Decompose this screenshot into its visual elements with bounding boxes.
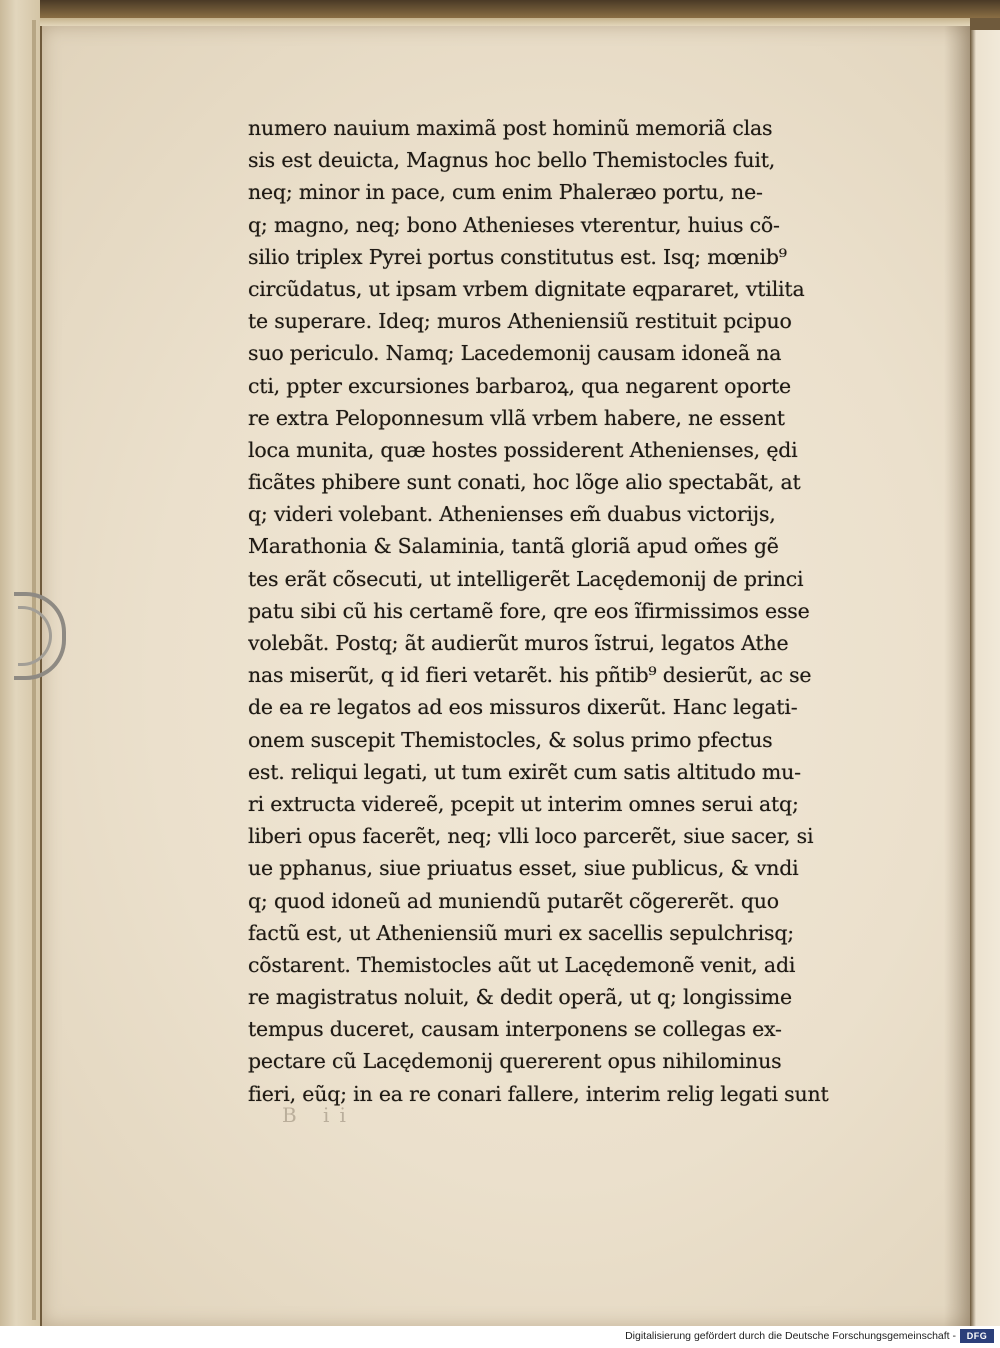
funding-credit: Digitalisierung gefördert durch die Deutsche Forschungsgemeinschaft - [625,1330,956,1342]
text-line: tes erãt cõsecuti, ut intelligerẽt Lacędemonij de princi [248,566,804,591]
text-line: de ea re legatos ad eos missuros dixerũt. Hanc legati- [248,695,798,720]
text-line: q; videri volebant. Athenienses em̃ duabus victorijs, [248,502,776,527]
footer-bar [0,1326,1000,1348]
text-line: sis est deuicta, Magnus hoc bello Themistocles fuit, [248,148,776,173]
text-line: onem suscepit Themistocles, & solus primo pfectus [248,727,773,752]
text-line: silio triplex Pyrei portus constitutus est. Isq; mœnib⁹ [248,244,787,269]
printed-text-block [248,112,873,1110]
text-line: numero nauium maximã post hominũ memoriã clas [248,116,773,140]
text-line: nas miserũt, q id fieri vetarẽt. his pñtib⁹ desierũt, ac se [248,663,812,688]
facing-page-edge [970,30,1000,1326]
text-line: re magistratus noluit, & dedit operã, ut q; longissime [248,985,792,1010]
text-line: factũ est, ut Atheniensiũ muri ex sacellis sepulchrisq; [248,920,794,945]
text-line: circũdatus, ut ipsam vrbem dignitate eqpararet, vtilita [248,276,805,301]
text-line: patu sibi cũ his certamẽ fore, qre eos ĩfirmissimos esse [248,598,810,623]
text-line: tempus duceret, causam interponens se collegas ex- [248,1017,782,1042]
text-line: cõstarent. Themistocles aũt ut Lacędemonẽ venit, adi [248,952,796,977]
text-line: neq; minor in pace, cum enim Phaleræo portu, ne- [248,180,763,205]
text-line: ficãtes phibere sunt conati, hoc lõge alio spectabãt, at [248,470,801,495]
text-line: ri extructa videreẽ, pcepit ut interim omnes serui atq; [248,791,799,816]
text-line: cti, ppter excursiones barbaroꝝ, qua negarent oporte [248,373,791,398]
book-top-edge [0,0,1000,18]
text-line: pectare cũ Lacędemonij quererent opus nihilominus [248,1049,782,1074]
text-line: loca munita, quæ hostes possiderent Athenienses, ędi [248,437,798,462]
dfg-logo: DFG [960,1329,994,1343]
text-line: volebãt. Postq; ãt audierũt muros ĩstrui, legatos Athe [248,631,789,655]
text-line: te superare. Ideq; muros Atheniensiũ restituit pcipuo [248,309,792,334]
text-line: suo periculo. Namq; Lacedemonij causam idoneã na [248,341,782,366]
text-line: liberi opus facerẽt, neq; vlli loco parcerẽt, siue sacer, si [248,824,814,849]
text-line: q; quod idoneũ ad muniendũ putarẽt cõgererẽt. quo [248,888,779,913]
text-line: re extra Peloponnesum vllã vrbem habere, ne essent [248,405,785,430]
text-line: Marathonia & Salaminia, tantã gloriã apud om̃es gẽ [248,534,779,559]
text-line: ue pphanus, siue priuatus esset, siue publicus, & vndi [248,856,799,881]
binding-shadow [944,26,970,1326]
text-line: q; magno, neq; bono Athenieses vterentur, huius cõ- [248,212,780,237]
signature-mark: B ii [282,1103,356,1127]
text-line: fieri, eũq; in ea re conari fallere, interim relig legati sunt [248,1081,829,1106]
page-top-edge [40,18,970,26]
text-line: est. reliqui legati, ut tum exirẽt cum satis altitudo mu- [248,759,801,784]
